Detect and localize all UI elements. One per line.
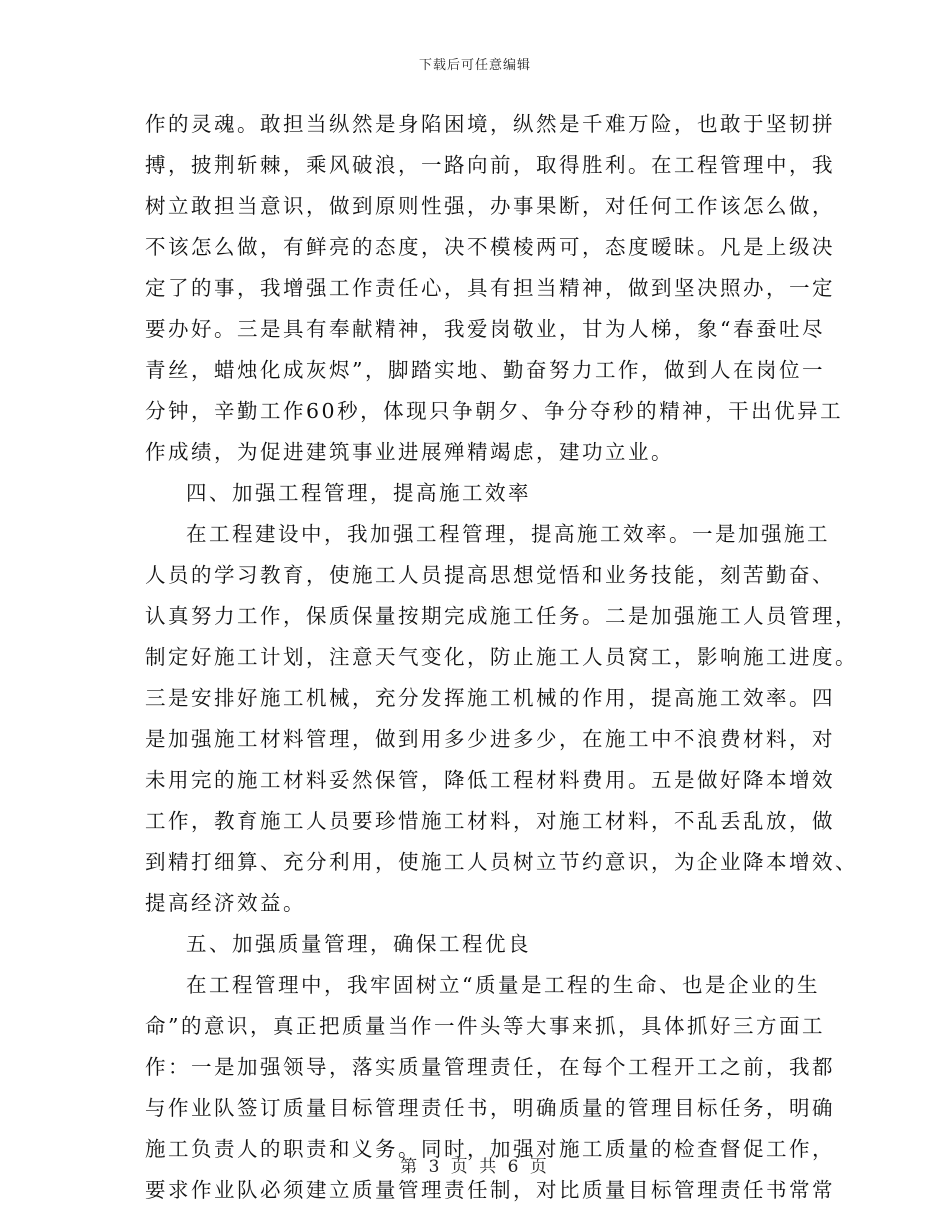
text-line: 作：一是加强领导，落实质量管理责任，在每个工程开工之前，我都: [145, 1055, 835, 1079]
text-line: 人员的学习教育，使施工人员提高思想觉悟和业务技能，刻苦勤奋、: [145, 563, 835, 587]
page-header-note: 下载后可任意编辑: [418, 58, 531, 73]
text-line: 未用完的施工材料妥然保管，降低工程材料费用。五是做好降本增效: [145, 768, 835, 792]
text-line: 要办好。三是具有奉献精神，我爱岗敬业，甘为人梯，象“春蚕吐尽: [145, 317, 825, 341]
text-line: 青丝，蜡烛化成灰烬”，脚踏实地、勤奋努力工作，做到人在岗位一: [145, 358, 825, 382]
text-line: 要求作业队必须建立质量管理责任制，对比质量目标管理责任书常常: [145, 1178, 835, 1202]
text-line: 定了的事，我增强工作责任心，具有担当精神，做到坚决照办，一定: [145, 276, 835, 300]
text-line: 作的灵魂。敢担当纵然是身陷困境，纵然是千难万险，也敢于坚韧拼: [145, 112, 835, 136]
text-line: 与作业队签订质量目标管理责任书，明确质量的管理目标任务，明确: [145, 1096, 835, 1120]
text-line: 工作，教育施工人员要珍惜施工材料，对施工材料，不乱丢乱放，做: [145, 809, 835, 833]
text-line: 分钟，辛勤工作60秒，体现只争朝夕、争分夺秒的精神，干出优异工: [145, 399, 844, 423]
section-heading: 四、加强工程管理，提高施工效率: [186, 481, 531, 505]
text-line: 制定好施工计划，注意天气变化，防止施工人员窝工，影响施工进度。: [145, 645, 858, 669]
text-line: 到精打细算、充分利用，使施工人员树立节约意识，为企业降本增效、: [145, 850, 858, 874]
text-line: 施工负责人的职责和义务。同时，加强对施工质量的检查督促工作，: [145, 1137, 835, 1161]
text-line: 命”的意识，真正把质量当作一件头等大事来抓，具体抓好三方面工: [145, 1014, 825, 1038]
paragraph-first-line: 在工程管理中，我牢固树立“质量是工程的生命、也是企业的生: [186, 973, 820, 997]
text-line: 搏，披荆斩棘，乘风破浪，一路向前，取得胜利。在工程管理中，我: [145, 153, 835, 177]
text-line: 认真努力工作，保质保量按期完成施工任务。二是加强施工人员管理，: [145, 604, 858, 628]
text-line: 树立敢担当意识，做到原则性强，办事果断，对任何工作该怎么做，: [145, 194, 835, 218]
document-body: [145, 104, 858, 1211]
paragraph-first-line: 在工程建设中，我加强工程管理，提高施工效率。一是加强施工: [186, 522, 830, 546]
section-heading: 五、加强质量管理，确保工程优良: [186, 932, 531, 956]
text-line: 不该怎么做，有鲜亮的态度，决不模棱两可，态度暧昧。凡是上级决: [145, 235, 835, 259]
text-line: 是加强施工材料管理，做到用多少进多少，在施工中不浪费材料，对: [145, 727, 835, 751]
text-line: 提高经济效益。: [145, 891, 306, 915]
page-number-footer: 第 3 页 共 6 页: [400, 1157, 550, 1177]
text-line: 作成绩，为促进建筑事业进展殚精竭虑，建功立业。: [145, 440, 674, 464]
text-line: 三是安排好施工机械，充分发挥施工机械的作用，提高施工效率。四: [145, 686, 835, 710]
